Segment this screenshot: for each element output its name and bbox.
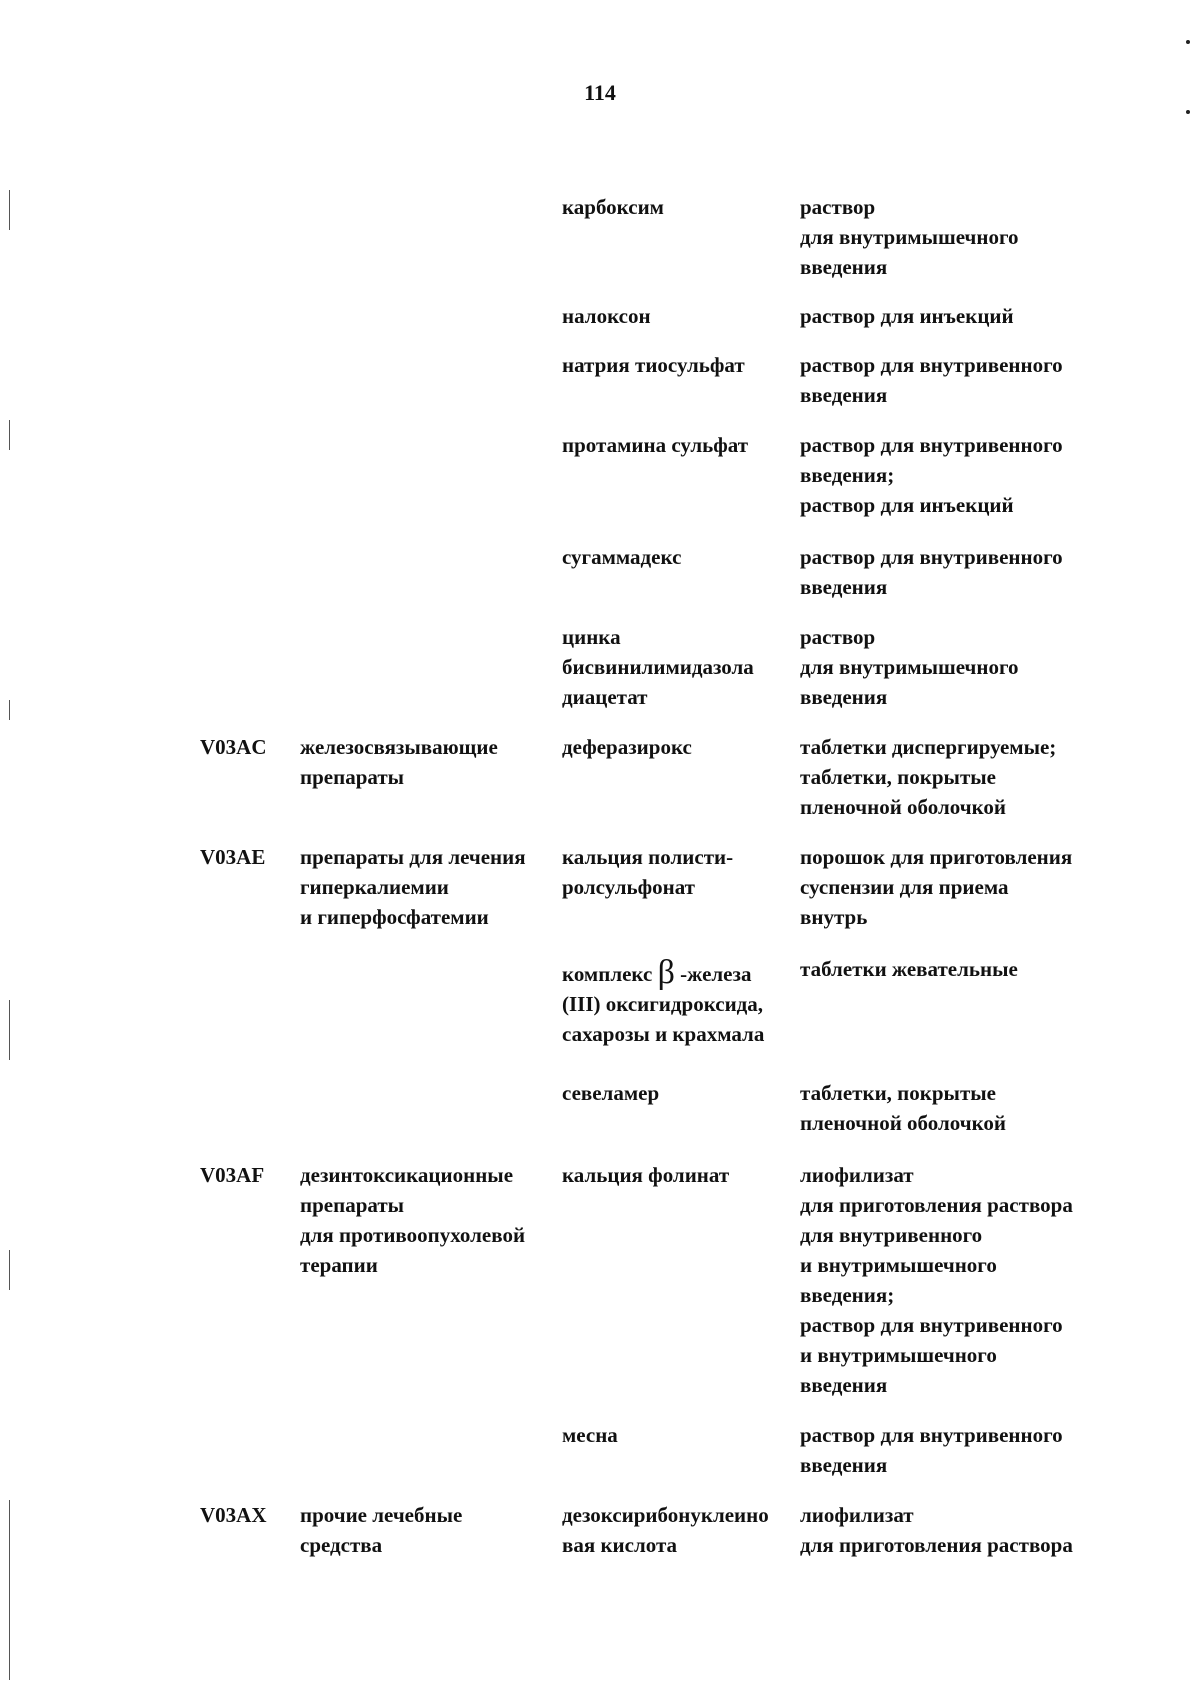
- scan-margin-mark: [9, 1250, 10, 1290]
- beta-symbol: β: [657, 954, 675, 991]
- drug-name: налоксон: [562, 304, 651, 328]
- drug-name: цинка бисвинилимидазола диацетат: [562, 625, 754, 709]
- drug-name: протамина сульфат: [562, 433, 749, 457]
- pharmacological-group: препараты для лечения гиперкалиемии и гиперфосфатемии: [300, 845, 526, 929]
- drug-name: деферазирокс: [562, 735, 692, 759]
- drug-name-suffix: -железа (III) оксигидроксида, сахарозы и крахмала: [562, 962, 765, 1046]
- pharmacological-group: дезинтоксикационные препараты для противоопухолевой терапии: [300, 1163, 526, 1277]
- dosage-form: раствор для внутримышечного введения: [800, 625, 1019, 709]
- atc-code: V03AC: [200, 735, 267, 759]
- dosage-form: раствор для инъекций: [800, 304, 1014, 328]
- drug-name: сугаммадекс: [562, 545, 682, 569]
- drug-name-prefix: комплекс: [562, 962, 658, 986]
- scan-margin-mark: [9, 420, 10, 450]
- atc-code: V03AX: [200, 1503, 267, 1527]
- scan-margin-mark: [9, 700, 10, 720]
- drug-name: [562, 954, 797, 1049]
- drug-name: месна: [562, 1423, 618, 1447]
- pharmacological-group: прочие лечебные средства: [300, 1503, 463, 1557]
- dosage-form: таблетки, покрытые пленочной оболочкой: [800, 1081, 1007, 1135]
- drug-name: дезоксирибонуклеино вая кислота: [562, 1503, 769, 1557]
- dosage-form: раствор для внутривенного введения: [800, 353, 1063, 407]
- scan-margin-mark: [9, 190, 10, 230]
- atc-code: V03AF: [200, 1163, 265, 1187]
- drug-name: карбоксим: [562, 195, 664, 219]
- pharmacological-group: железосвязывающие препараты: [300, 735, 498, 789]
- scan-dot: [1186, 110, 1190, 114]
- drug-name: натрия тиосульфат: [562, 353, 745, 377]
- dosage-form: раствор для внутривенного введения: [800, 1423, 1063, 1477]
- drug-name: севеламер: [562, 1081, 660, 1105]
- scan-margin-mark: [9, 1500, 10, 1680]
- dosage-form: раствор для внутривенного введения; раствор для инъекций: [800, 433, 1063, 517]
- scan-dot: [1186, 40, 1190, 44]
- drug-name: кальция полисти- ролсульфонат: [562, 845, 734, 899]
- dosage-form: лиофилизат для приготовления раствора: [800, 1503, 1073, 1557]
- dosage-form: раствор для внутривенного введения: [800, 545, 1063, 599]
- dosage-form: таблетки жевательные: [800, 957, 1018, 981]
- page-number: 114: [584, 80, 616, 105]
- dosage-form: раствор для внутримышечного введения: [800, 195, 1019, 279]
- drug-name: кальция фолинат: [562, 1163, 730, 1187]
- atc-code: V03AE: [200, 845, 266, 869]
- dosage-form: лиофилизат для приготовления раствора для внутривенного и внутримышечного введения; раствор для внутривенного и внутримышечного введения: [800, 1163, 1073, 1397]
- dosage-form: таблетки диспергируемые; таблетки, покрытые пленочной оболочкой: [800, 735, 1057, 819]
- dosage-form: порошок для приготовления суспензии для приема внутрь: [800, 845, 1073, 929]
- scan-margin-mark: [9, 1000, 10, 1060]
